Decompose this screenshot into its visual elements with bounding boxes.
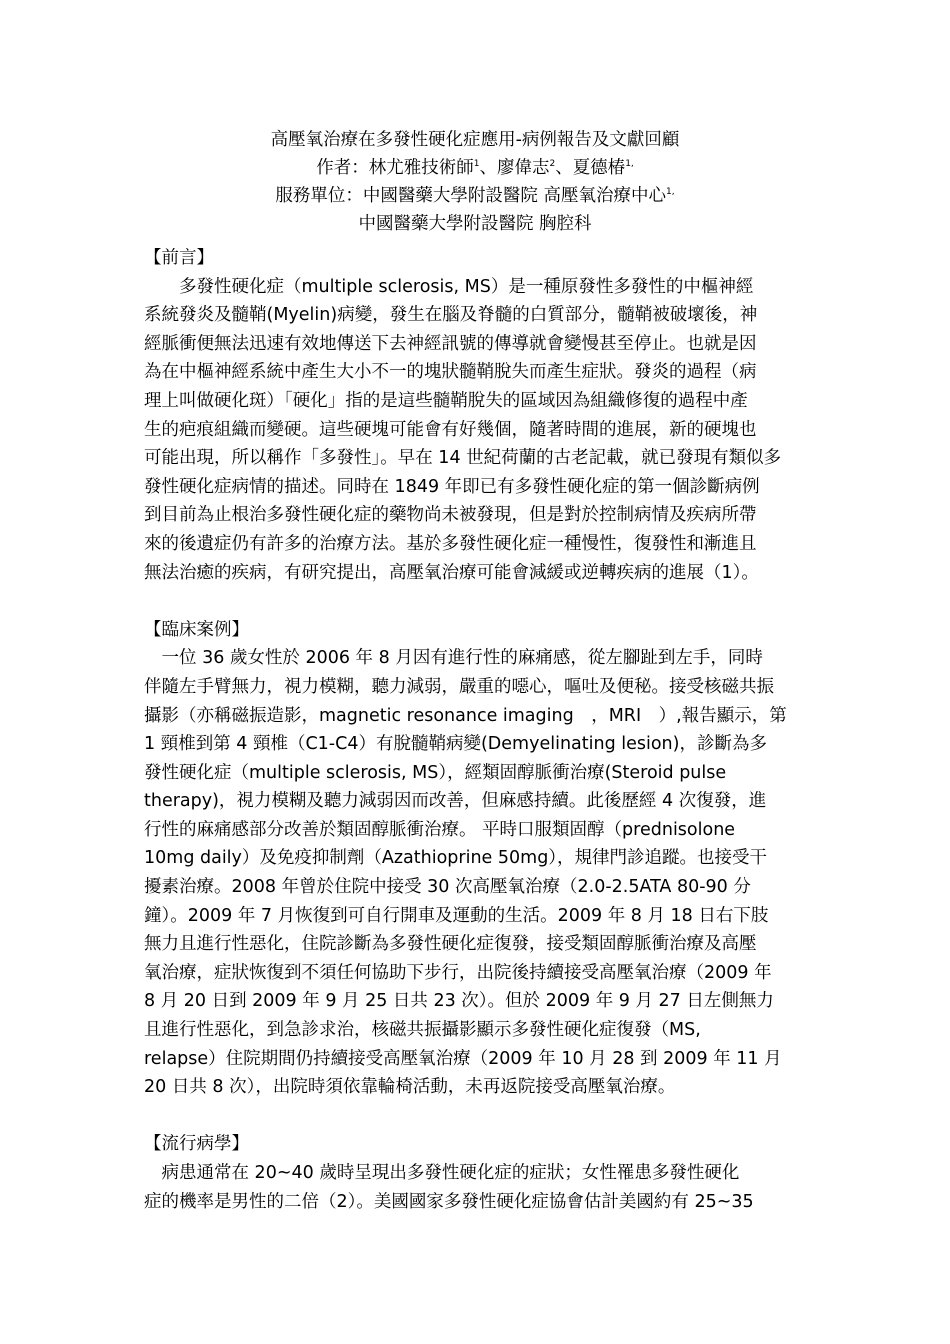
document-body [144,244,808,1216]
paragraph-line: 鐘）。2009 年 7 月恢復到可自行開車及運動的生活。2009 年 8 月 18 日右下肢 [144,905,769,926]
author-name: 夏德椿 [572,158,626,178]
affiliation-secondary: 中國醫藥大學附設醫院 胸腔科 [358,214,592,234]
paragraph-line: 發性硬化症病情的描述。同時在 1849 年即已有多發性硬化症的第一個診斷病例 [144,476,760,497]
authors-label: 作者： [316,158,369,178]
affiliation-mark: 1, [665,187,675,197]
paragraph-line: 可能出現，所以稱作「多發性」。早在 14 世紀荷蘭的古老記載，就已發現有類似多 [144,448,782,469]
paragraph-line: 經脈衝便無法迅速有效地傳送下去神經訊號的傳導就會變慢甚至停止。也就是因 [144,333,757,354]
section-gap [144,587,808,616]
author-affiliation-mark: 1 [473,159,480,169]
paragraph-line: 病患通常在 20~40 歲時呈現出多發性硬化症的症狀；女性罹患多發性硬化 [144,1163,740,1183]
author-affiliation-mark: 1, [625,159,634,169]
section-gap [144,1102,808,1131]
paragraph-line: therapy)，視力模糊及聽力減弱因而改善，但麻感持續。此後歷經 4 次復發，進 [144,791,767,812]
paragraph-line: 伴隨左手臂無力，視力模糊，聽力減弱，嚴重的噁心，嘔吐及便秘。接受核磁共振 [144,676,774,697]
section-heading-preface: 【前言】 [144,248,214,268]
author-name: 廖偉志 [496,158,550,178]
paragraph-line: 生的疤痕組織而變硬。這些硬塊可能會有好幾個，隨著時間的進展，新的硬塊也 [144,419,757,440]
paragraph-line: 到目前為止根治多發性硬化症的藥物尚未被發現，但是對於控制病情及疾病所帶 [144,505,757,526]
paragraph-line: 一位 36 歲女性於 2006 年 8 月因有進行性的麻痛感，從左腳趾到左手，同時 [144,648,763,669]
paragraph-line: 10mg daily）及免疫抑制劑（Azathioprine 50mg），規律門診追蹤。也接受干 [144,848,768,869]
paragraph-line: 行性的麻痛感部分改善於類固醇脈衝治療。 平時口服類固醇（prednisolone [144,819,736,840]
section-heading-epidemiology: 【流行病學】 [144,1134,249,1155]
paragraph-line: 為在中樞神經系統中產生大小不一的塊狀髓鞘脫失而產生症狀。發炎的過程（病 [144,362,757,383]
paragraph-line: 理上叫做硬化斑）「硬化」指的是這些髓鞘脫失的區域因為組織修復的過程中產 [144,390,748,411]
paragraph-line: 氧治療，症狀恢復到不須任何協助下步行，出院後持續接受高壓氧治療（2009 年 [144,962,772,983]
affiliation-line [0,182,950,210]
paragraph-line: 系統發炎及髓鞘(Myelin)病變，發生在腦及脊髓的白質部分，髓鞘被破壞後，神 [144,305,758,326]
paragraph-line: 無法治癒的疾病，有研究提出，高壓氧治療可能會減緩或逆轉疾病的進展（1）。 [144,562,759,583]
paragraph-line: 發性硬化症（multiple sclerosis, MS），經類固醇脈衝治療(Steroid pulse [144,762,727,783]
section-heading-case: 【臨床案例】 [144,619,249,640]
section-body-case [144,644,808,1102]
paragraph-line: 1 頸椎到第 4 頸椎（C1-C4）有脫髓鞘病變(Demyelinating lesion)，診斷為多 [144,734,767,755]
affiliation-label: 服務單位： [275,186,363,206]
paragraph-line: 來的後遺症仍有許多的治療方法。基於多發性硬化症一種慢性，復發性和漸進且 [144,533,757,554]
author-separator: 、 [479,158,497,178]
author-affiliation-mark: 2 [549,159,556,169]
section-body-preface [144,273,808,588]
document-title: 高壓氧治療在多發性硬化症應用-病例報告及文獻回顧 [270,130,680,150]
paragraph-line: 且進行性惡化，到急診求治，核磁共振攝影顯示多發性硬化症復發（MS, [144,1020,701,1041]
author-name: 林尤雅技術師 [368,158,474,178]
paragraph-line: relapse）住院期間仍持續接受高壓氧治療（2009 年 10 月 28 到 2009 年 11 月 [144,1048,782,1069]
section-body-epidemiology [144,1159,808,1216]
paragraph-line: 多發性硬化症（multiple sclerosis, MS）是一種原發性多發性的中樞神經 [144,276,754,297]
paragraph-line: 20 日共 8 次），出院時須依靠輪椅活動，未再返院接受高壓氧治療。 [144,1077,676,1098]
title-block [0,126,950,238]
paragraph-line: 8 月 20 日到 2009 年 9 月 25 日共 23 次）。但於 2009 年 9 月 27 日左側無力 [144,991,774,1012]
paragraph-line: 症的機率是男性的二倍（2）。美國國家多發性硬化症協會估計美國約有 25~35 [144,1191,754,1212]
authors-line [0,154,950,182]
affiliation-primary: 中國醫藥大學附設醫院 高壓氧治療中心 [362,186,666,206]
paragraph-line: 攝影（亦稱磁振造影，magnetic resonance imaging ，MRI ）,報告顯示，第 [144,705,787,726]
paragraph-line: 無力且進行性惡化，住院診斷為多發性硬化症復發，接受類固醇脈衝治療及高壓 [144,934,757,955]
paragraph-line: 擾素治療。2008 年曾於住院中接受 30 次高壓氧治療（2.0-2.5ATA 80-90 分 [144,877,751,898]
author-separator: 、 [555,158,573,178]
